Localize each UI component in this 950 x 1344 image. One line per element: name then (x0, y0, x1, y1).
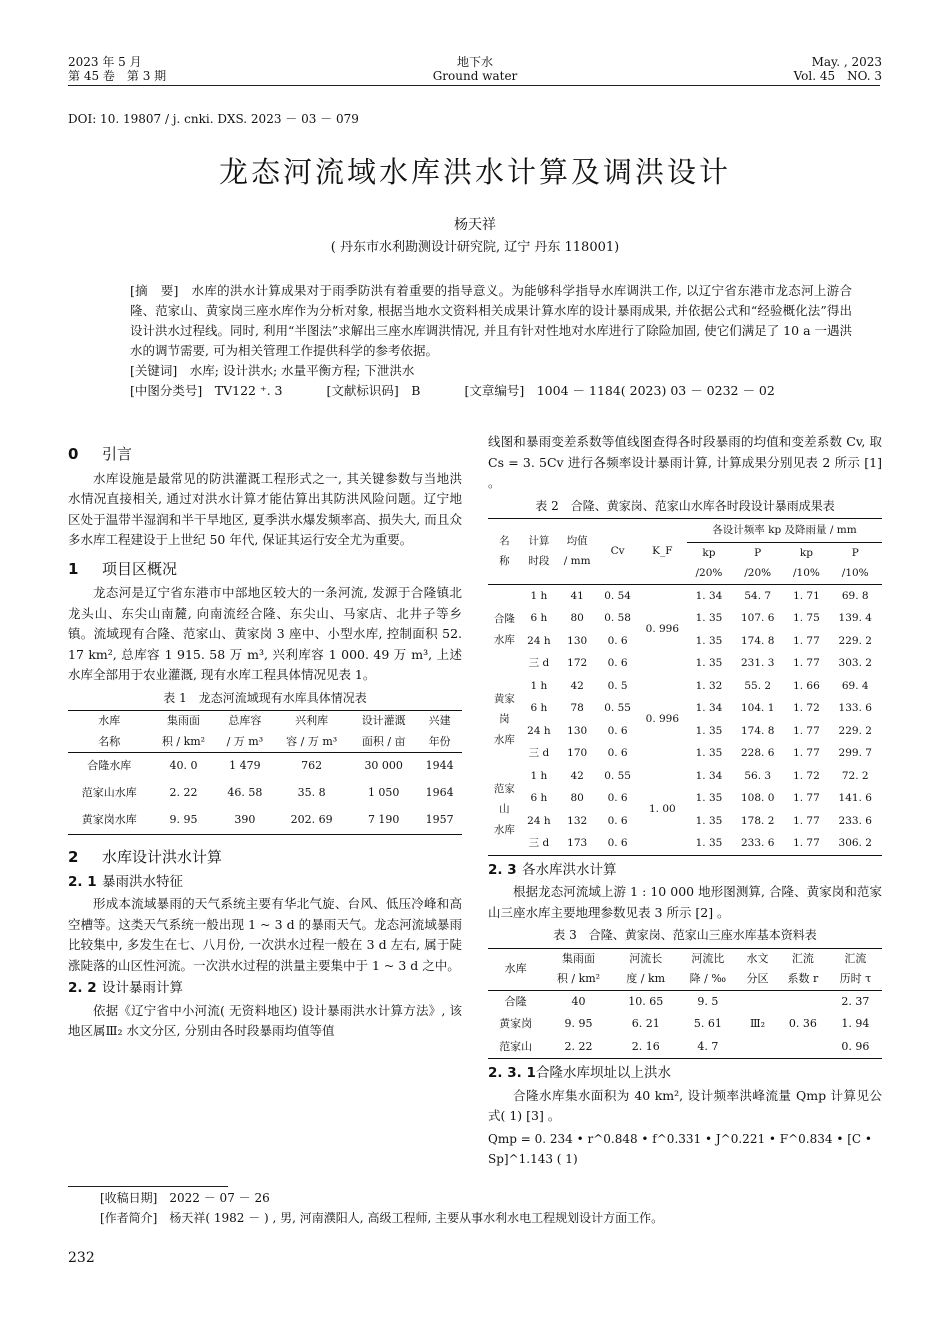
table-row: 黄家 岗 水库 1 h 42 0. 5 0. 996 1. 32 55. 2 1. 66 69. 4 (493, 679, 869, 746)
section-2-1-heading: 2. 1 暴雨洪水特征 (68, 873, 183, 890)
table3: 水库 集雨面 积 / km² 河流长 度 / km 河流比 降 / ‰ 水文 分区 汇流 系数 r 汇流 历时 τ 合隆 40 10. 65 9. 5 Ⅲ₂ 0. 36 2. 37 黄家岗 9. 95 6. 21 5. 61 1. 94 范家山 2. 22 2. 16 4. 7 0. 96 (488, 948, 882, 1060)
table-row: 6 h 78 0. 55 1. 34 104. 1 1. 72 133. 6 (530, 702, 872, 714)
table2-caption: 表 2 合隆、黄家岗、范家山水库各时段设计暴雨成果表 (535, 498, 835, 513)
doi: DOI: 10. 19807 / j. cnki. DXS. 2023 － 03 － 079 (68, 112, 359, 126)
journal-volume: May. , 2023 Vol. 45 NO. 3 (793, 55, 882, 83)
section-2-3-1-heading: 2. 3. 1合隆水库坝址以上洪水 (488, 1065, 671, 1081)
table-row: 24 h 132 0. 6 1. 35 178. 2 1. 77 233. 6 (527, 814, 872, 827)
author-bio: [作者简介] 杨天祥( 1982 － ) , 男, 河南濮阳人, 高级工程师, 主要从事水利水电工程规划设计方面工作。 (100, 1211, 664, 1225)
table-row: 三 d 170 0. 6 1. 35 228. 6 1. 77 299. 7 (528, 747, 872, 759)
table-row: 三 d 172 0. 6 1. 35 231. 3 1. 77 303. 2 (528, 657, 872, 669)
table-row: 三 d 173 0. 6 1. 35 233. 6 1. 77 306. 2 (488, 832, 882, 855)
table1-caption: 表 1 龙态河流域现有水库具体情况表 (163, 690, 367, 705)
footnote-rule (68, 1186, 228, 1187)
abstract-label: [摘 要] (130, 283, 179, 298)
table-row: 24 h 130 0. 6 1. 35 174. 8 1. 77 229. 2 (527, 724, 872, 737)
formula-1: Qmp = 0. 234 • r^0.848 • f^0.331 • J^0.221 • F^0.834 • [C • Sp]^1.143 ( 1) (488, 1131, 872, 1166)
table-row: 6 h 80 0. 58 1. 35 107. 6 1. 75 139. 4 (530, 612, 872, 624)
section-2-1-text: 形成本流域暴雨的天气系统主要有华北气旋、台风、低压冷峰和高空槽等。这类天气系统一般出现 1 ~ 3 d 的暴雨天气。龙态河流域暴雨比较集中, 多发生在七、八月份, 一次洪水过程一般在 3 d 左右, 属于陡涨陡落的山区性河流。一次洪水过程的洪量主要集中于 1 ~ 3 d 之中。 (68, 896, 462, 973)
abstract-text: 水库的洪水计算成果对于雨季防洪有着重要的指导意义。为能够科学指导水库调洪工作, 以辽宁省东港市龙态河上游合隆、范家山、黄家岗三座水库作为分析对象, 根据当地水文资料相关成果计算水库的设计暴雨成果, 并依据公式和“经验概化法”得出设计洪水过程线。同时, 利用“半图法”求解出三座水库调洪情况, 并且有针对性地对水库进行了除险加固, 使它们满足了 10 a 一遇洪水的调节需要, 可为相关管理工作提供科学的参考依据。 (130, 283, 852, 358)
table-row: 6 h 80 0. 6 1. 35 108. 0 1. 77 141. 6 (530, 792, 872, 804)
table-row: 范家山 2. 22 2. 16 4. 7 0. 96 (488, 1036, 882, 1059)
section-0-text: 水库设施是最常见的防洪灌溉工程形式之一, 其关键参数与当地洪水情况直接相关, 通过对洪水计算才能估算出其防洪风险问题。辽宁地区处于温带半湿润和半干旱地区, 夏季洪水爆发频率高、损失大, 而且众多水库工程建设于上世纪 50 年代, 保证其运行安全尤为重要。 (68, 470, 462, 547)
section-0-heading: 0 引言 (68, 445, 133, 463)
abstract (130, 281, 852, 401)
section-2-heading: 2 水库设计洪水计算 (68, 848, 223, 866)
table-row: 合隆 40 10. 65 9. 5 Ⅲ₂ 0. 36 2. 37 (504, 994, 870, 1030)
section-2-3-heading: 2. 3 各水库洪水计算 (488, 861, 617, 878)
section-2-2-heading: 2. 2 设计暴雨计算 (68, 980, 183, 996)
table-row: 范家 山 水库 1 h 42 0. 55 1. 00 1. 34 56. 3 1. 72 72. 2 (493, 769, 869, 836)
header-rule (68, 85, 880, 86)
section-2-3-1-text: 合隆水库集水面积为 40 km², 设计频率洪峰流量 Qmp 计算见公式( 1) [3] 。 (488, 1087, 882, 1123)
page-number: 232 (68, 1250, 95, 1266)
table-row: 合隆水库 40. 0 1 479 762 30 000 1944 (68, 753, 462, 781)
section-2-2-text-cont: 线图和暴雨变差系数等值线图查得各时段暴雨的均值和变差系数 Cv, 取 Cs = 3. 5Cv 进行各频率设计暴雨计算, 计算成果分别见表 2 所示 [1] 。 (488, 434, 882, 490)
left-column (68, 436, 462, 1042)
section-1-text: 龙态河是辽宁省东港市中部地区较大的一条河流, 发源于合隆镇北龙头山、东尖山南麓, 向南流经合隆、东尖山、马家店、北井子等乡镇。流域现有合隆、范家山、黄家岗 3 座中、小型水库, 控制面积 52. 17 km², 总库容 1 915. 58 万 m³, 兴利库容 1 000. 49 万 m³, 上述水库全部用于农业灌溉, 现有水库工程具体情况见表 1。 (68, 585, 462, 682)
table3-caption: 表 3 合隆、黄家岗、范家山三座水库基本资料表 (553, 928, 817, 942)
table1: 水库 名称 集雨面 积 / km² 总库容 / 万 m³ 兴利库 容 / 万 m³ 设计灌溉 面积 / 亩 兴建 年份 合隆水库 40. 0 1 479 762 30 000 1944 范家山水库 2. 22 46. 58 35. 8 1 050 1964 黄家岗水库 9. 95 390 202. 69 7 190 1957 (68, 710, 462, 835)
author: 杨天祥 (454, 217, 496, 233)
table2: 名 称 计算 时段 均值 / mm Cv K_F 各设计频率 kp 及降雨量 / mm kp /20% P /20% kp /10% P /10% 合隆 水库 1 h 41 0. 54 0. 996 1. 34 54. 7 1. 71 69. 8 6 h 80 0. 58 1. 35 107. 6 1. 75 139. 4 24 h 130 0. 6 1. 35 174. 8 1. 77 229. 2 三 d 172 0. 6 1. 35 231. 3 1. 77 303. 2 黄家 岗 水库 1 h 42 0. 5 0. 996 1. 32 55. 2 1. 66 69. 4 6 h 78 0. 55 1. 34 104. 1 1. 72 133. 6 24 h 130 0. 6 1. 35 174. 8 1. 77 229. 2 三 d 170 0. 6 1. 35 228. 6 1. 77 299. 7 范家 山 水库 1 h 42 0. 55 1. 00 1. 34 56. 3 1. 72 72. 2 6 h 80 0. 6 1. 35 108. 0 1. 77 141. 6 24 h 132 0. 6 1. 35 178. 2 1. 77 233. 6 三 d 173 0. 6 1. 35 233. 6 1. 77 306. 2 (488, 518, 882, 856)
journal-name: 地下水 Ground water (432, 55, 518, 83)
table-row: 24 h 130 0. 6 1. 35 174. 8 1. 77 229. 2 (527, 634, 872, 647)
section-2-2-text: 依据《辽宁省中小河流( 无资料地区) 设计暴雨洪水计算方法》, 该地区属Ⅲ₂ 水文分区, 分别由各时段暴雨均值等值 (68, 1002, 462, 1038)
table-row: 范家山水库 2. 22 46. 58 35. 8 1 050 1964 (81, 786, 454, 800)
section-2-3-text: 根据龙态河流域上游 1 : 10 000 地形图测算, 合隆、黄家岗和范家山三座水库主要地理参数见表 3 所示 [2] 。 (488, 884, 882, 920)
keywords-label: [关键词] (130, 363, 178, 378)
journal-date: 2023 年 5 月 第 45 卷 第 3 期 (68, 55, 167, 83)
table-row: 黄家岗水库 9. 95 390 202. 69 7 190 1957 (68, 807, 462, 835)
received-date: [收稿日期] 2022 － 07 － 26 (100, 1191, 270, 1205)
paper-title: 龙态河流域水库洪水计算及调洪设计 (218, 155, 731, 189)
affiliation: ( 丹东市水利勘测设计研究院, 辽宁 丹东 118001) (330, 240, 620, 255)
right-column (488, 432, 882, 1170)
section-1-heading: 1 项目区概况 (68, 559, 178, 578)
table-row: 黄家岗 9. 95 6. 21 5. 61 1. 94 (499, 1017, 870, 1030)
table-row: 合隆 水库 1 h 41 0. 54 0. 996 1. 34 54. 7 1. 71 69. 8 (488, 584, 882, 607)
keywords: 水库; 设计洪水; 水量平衡方程; 下泄洪水 (189, 363, 415, 378)
classification-line: [中图分类号] TV122 ⁺. 3 [文献标识码] B [文章编号] 1004 － 1184( 2023) 03 － 0232 － 02 (130, 383, 775, 398)
